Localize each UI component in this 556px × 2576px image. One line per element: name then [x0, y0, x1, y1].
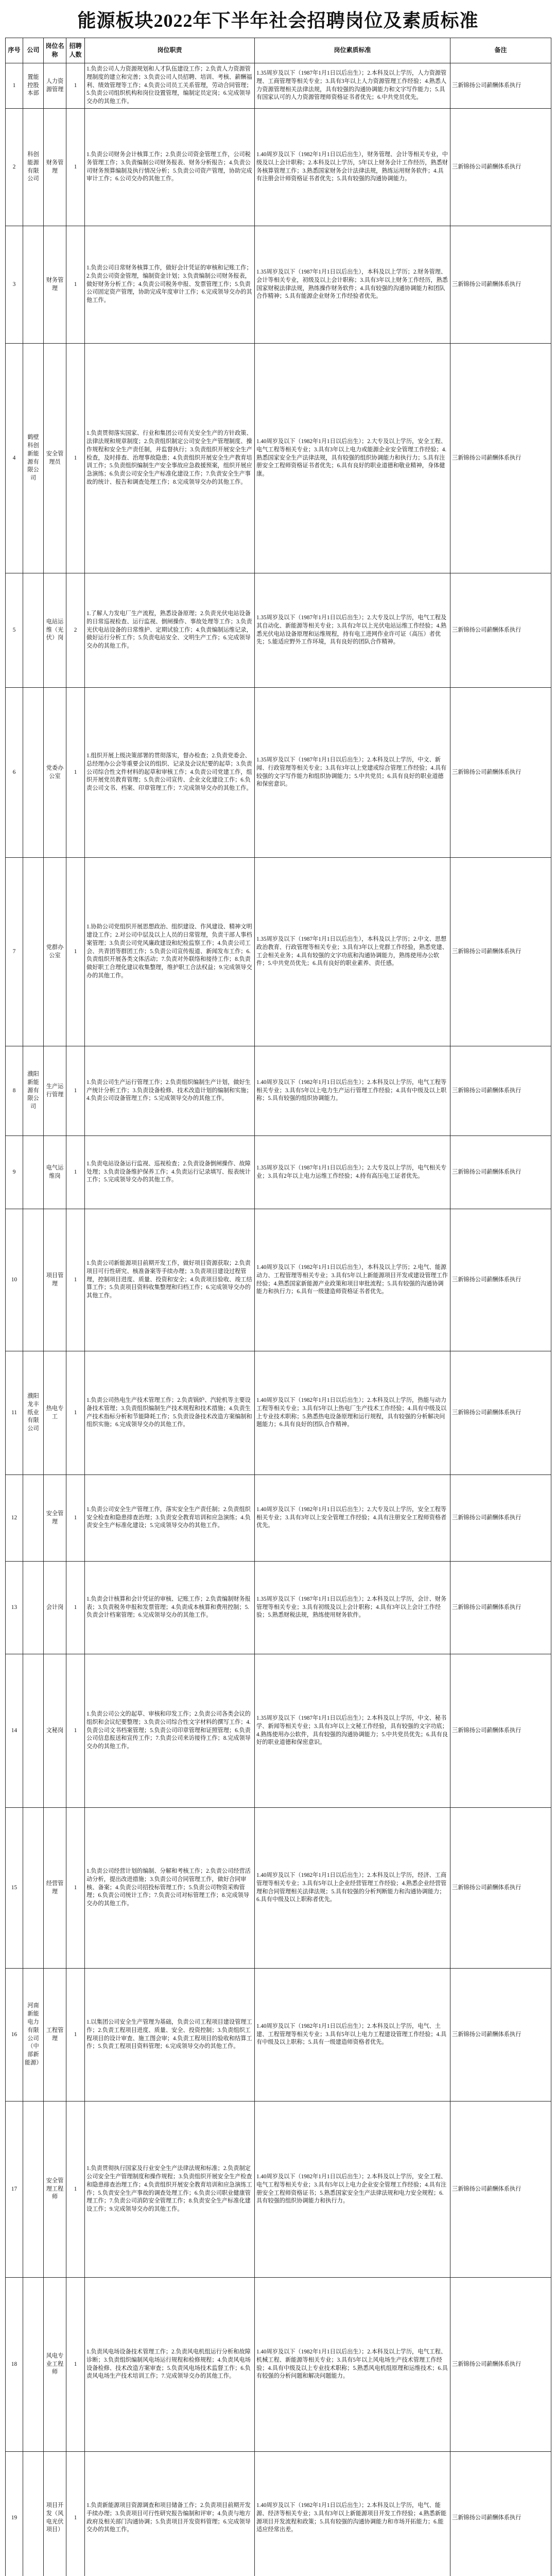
- row-standard: 1.35周岁及以下（1987年1月1日以后出生）；2.本科及以上学历，人力资源管理、工商管理等相关专业；3.具有3年以上人力资源管理工作经验；4.熟悉人力资源管理相关法律法规，具有较强的沟通协调能力和文字写作能力；5.具有国家认可的人力资源管理师资格证书者优先；6.中共党员优先。: [255, 63, 450, 109]
- row-company: [23, 2452, 44, 2576]
- row-standard: 1.40周岁及以下（1982年1月1日以后出生）；2.本科及以上学历，经济、工商管理等相关专业；3.具有5年以上企业经营管理工作经验；4.熟悉企业经营管理和合同管理相关法律法规；5.具有较强的分析判断能力和沟通协调能力；6.具有中级及以上职称者优先。: [255, 1808, 450, 1969]
- table-row: [6, 1046, 551, 1136]
- row-position: 党群办公室: [44, 858, 66, 1046]
- row-count: 1: [66, 344, 85, 573]
- header-standard: 岗位素质标准: [255, 38, 450, 63]
- row-note: 三新锦扬公司薪酬体系执行: [450, 1808, 551, 1969]
- row-duties: 1.负责公司新能源项目前期开发工作，做好项目资源获取；2.负责项目可行性研究、核准备案等手续办理；3.负责项目建设过程管理，控制项目进度、质量、投资和安全；4.负责项目验收、竣工结算工作；5.负责项目资料收集整理和归档工作；6.完成领导交办的其他工作。: [85, 1209, 255, 1351]
- row-no: 14: [6, 1654, 23, 1808]
- row-count: 1: [66, 1808, 85, 1969]
- row-standard: 1.40周岁及以下（1982年1月1日以后出生），本科及以上学历；2.电气、能源动力、工程管理等相关专业；3.具有5年以上新能源项目开发或建设管理工作经验；4.熟悉国家新能源产业政策和项目审批流程；5.具有较强的沟通协调能力和执行力；6.具有一级建造师资格证书者优先。: [255, 1209, 450, 1351]
- row-company: [23, 1475, 44, 1562]
- table-row: [6, 688, 551, 858]
- table-row: [6, 1136, 551, 1209]
- row-count: 1: [66, 1136, 85, 1209]
- row-position: 安全管理工程师: [44, 2102, 66, 2278]
- row-note: 三新锦扬公司薪酬体系执行: [450, 344, 551, 573]
- row-position: 项目开发（风电光伏项目）: [44, 2452, 66, 2576]
- row-position: 经营管理: [44, 1808, 66, 1969]
- row-standard: 1.35周岁及以下（1987年1月1日以后出生）；2.大专及以上学历，电气相关专业；3.具有2年以上电力运维工作经验；4.持有高压电工证者优先。: [255, 1136, 450, 1209]
- row-position: 人力资源管理: [44, 63, 66, 109]
- row-standard: 1.40周岁及以下（1982年1月1日以后出生）；2.本科及以上学历，电气工程、机械工程、新能源等相关专业；3.具有5年以上风电场生产技术管理工作经验；4.具有中级及以上专业技术职称；5.熟悉风电机组原理和运维技术；6.具有较强的分析问题和解决问题能力。: [255, 2278, 450, 2452]
- header-no: 序号: [6, 38, 23, 63]
- row-count: 1: [66, 1562, 85, 1654]
- row-duties: 1.负责会计核算和会计凭证的审核、记账工作；2.负责编制财务报表；3.负责税务申报和发票管理；4.负责成本核算和费用控制；5.负责会计档案管理；6.完成领导交办的其他工作。: [85, 1562, 255, 1654]
- row-duties: 1.以集团公司安全生产管理为基础，负责公司工程项目建设管理工作；2.负责工程项目进度、质量、安全、投资控制；3.负责组织工程项目的设计审查、施工图会审；4.负责工程项目的验收和结算工作；5.负责工程项目资料管理；6.完成领导交办的其他工作。: [85, 1969, 255, 2102]
- row-duties: 1.负责贯彻落实国家、行业和集团公司有关安全生产的方针政策、法律法规和规章制度；2.负责组织制定公司安全生产管理制度、操作规程和安全生产责任制，并监督执行；3.负责组织开展安全生产检查，及时排查、治理事故隐患；4.负责组织开展安全生产教育培训工作；5.负责组织编制生产安全事故应急救援预案，组织开展应急演练；6.负责公司安全生产标准化建设工作；7.负责安全生产事故的统计、报告和调查处理工作；8.完成领导交办的其他工作。: [85, 344, 255, 573]
- row-standard: 1.40周岁及以下（1982年1月1日以后出生）；2.大专及以上学历，安全工程等相关专业；3.具有3年以上安全管理工作经验；4.具有注册安全工程师资格者优先。: [255, 1475, 450, 1562]
- row-count: 1: [66, 2452, 85, 2576]
- row-count: 1: [66, 1351, 85, 1475]
- row-count: 1: [66, 226, 85, 344]
- row-standard: 1.35周岁及以下（1987年1月1日以后出生），本科及以上学历；2.财务管理、会计等相关专业，初级及以上会计职称；3.具有3年以上财务工作经历，熟悉国家财税法律法规，熟练操作财务软件；4.具有较强的沟通协调能力和团队合作精神；5.具有能源企业财务工作经验者优先。: [255, 226, 450, 344]
- row-standard: 1.40周岁及以下（1982年1月1日以后出生）；2.本科及以上学历，电气、土建、工程管理等相关专业；3.具有5年以上电力工程建设管理工作经验；4.具有中级及以上职称；5.具有一级建造师资格者优先。: [255, 1969, 450, 2102]
- row-count: 1: [66, 109, 85, 226]
- header-company: 公司: [23, 38, 44, 63]
- row-count: 1: [66, 2278, 85, 2452]
- row-company: 鹤壁科创新能源有限公司: [23, 344, 44, 573]
- row-position: 安全管理: [44, 1475, 66, 1562]
- header-count: 招聘人数: [66, 38, 85, 63]
- row-company: [23, 858, 44, 1046]
- row-company: 置能控股本部: [23, 63, 44, 109]
- row-no: 5: [6, 573, 23, 688]
- row-no: 4: [6, 344, 23, 573]
- row-no: 12: [6, 1475, 23, 1562]
- row-position: 会计岗: [44, 1562, 66, 1654]
- row-duties: 1.负责公司经营计划的编制、分解和考核工作；2.负责公司经营活动分析，提出改进措施；3.负责公司合同管理工作，做好合同审核、备案；4.负责公司招投标管理工作；5.负责公司物资采购管理；6.负责公司统计工作；7.负责公司对标管理工作；8.完成领导交办的其他工作。: [85, 1808, 255, 1969]
- row-no: 8: [6, 1046, 23, 1136]
- row-duties: 1.负责新能源项目资源调查和项目储备工作；2.负责项目前期开发手续办理；3.负责项目可行性研究报告编制和评审；4.负责与地方政府及相关部门沟通协调；5.负责项目开发资料管理；6.完成领导交办的其他工作。: [85, 2452, 255, 2576]
- row-count: 1: [66, 1046, 85, 1136]
- table-row: [6, 2452, 551, 2576]
- row-count: 1: [66, 1209, 85, 1351]
- row-note: 三新锦扬公司薪酬体系执行: [450, 1654, 551, 1808]
- row-company: [23, 573, 44, 688]
- row-duties: 1.负责公司热电生产技术管理工作；2.负责锅炉、汽轮机等主要设备技术管理；3.负责组织编制生产技术规程和技术措施；4.负责生产技术指标分析和节能降耗工作；5.负责设备技术改造方案编制和组织实施；6.完成领导交办的其他工作。: [85, 1351, 255, 1475]
- recruitment-table: [5, 38, 551, 2576]
- row-no: 13: [6, 1562, 23, 1654]
- row-no: 17: [6, 2102, 23, 2278]
- row-company: [23, 1808, 44, 1969]
- row-standard: 1.35周岁及以下（1987年1月1日以后出生）；2.本科及以上学历，会计、财务管理等相关专业；3.具有初级及以上会计职称；4.具有3年以上会计工作经验；5.熟悉财税法规，熟练使用财务软件。: [255, 1562, 450, 1654]
- row-standard: 1.35周岁及以下（1987年1月1日以后出生），本科及以上学历；2.中文、思想政治教育、行政管理等相关专业；3.具有3年以上党群工作经验，熟悉党建、工会相关业务；4.具有较强的文字功底和沟通协调能力，熟练使用办公软件；5.中共党员优先；6.具有良好的职业素养、责任感。: [255, 858, 450, 1046]
- row-standard: 1.40周岁及以下（1982年1月1日以后出生）；2.本科及以上学历，安全工程、电气工程等相关专业；3.具有5年以上电力企业安全管理工作经验；4.具有注册安全工程师资格证书；5.熟悉国家安全生产法律法规和电力安全规程；6.具有较强的组织协调能力和执行力。: [255, 2102, 450, 2278]
- row-position: 党委办公室: [44, 688, 66, 858]
- row-note: 三新锦扬公司薪酬体系执行: [450, 1475, 551, 1562]
- row-duties: 1.负责风电场设备技术管理工作；2.负责风电机组运行分析和故障诊断；3.负责组织编制风电场运行规程和检修规程；4.负责风电场设备检修、技术改造方案审查；5.负责风电场技术监督工作；6.负责风电场生产技术培训工作；7.完成领导交办的其他工作。: [85, 2278, 255, 2452]
- header-duties: 岗位职责: [85, 38, 255, 63]
- row-position: 生产运行管理: [44, 1046, 66, 1136]
- table-row: [6, 1562, 551, 1654]
- row-no: 18: [6, 2278, 23, 2452]
- row-count: 1: [66, 2102, 85, 2278]
- row-note: 三新锦扬公司薪酬体系执行: [450, 63, 551, 109]
- table-row: [6, 1969, 551, 2102]
- row-company: 科创能源有限公司: [23, 109, 44, 226]
- row-standard: 1.40周岁及以下（1982年1月1日以后出生）；2.大专及以上学历，安全工程、电气工程等相关专业；3.具有3年以上电力或能源企业安全管理工作经验；4.熟悉国家安全生产法律法规，具有较强的组织协调能力和执行力；5.具有注册安全工程师资格证书者优先；6.具有良好的职业道德和敬业精神，身体健康。: [255, 344, 450, 573]
- row-position: 项目管理: [44, 1209, 66, 1351]
- row-note: 三新锦扬公司薪酬体系执行: [450, 1209, 551, 1351]
- row-count: 1: [66, 1475, 85, 1562]
- row-duties: 1.协助公司党组织开展思想政治、组织建设、作风建设、精神文明建设工作；2.对公司中层及以上人员的日常管理，负责干部人事档案管理；3.负责公司党风廉政建设和纪检监察工作；4.负责公司工会、共青团等群团工作；5.负责公司宣传报道、新闻发布工作；6.负责组织开展各类文体活动；7.负责对外联络和接待工作；8.负责做好职工合理化建议收集整理，维护职工合法权益；9.完成领导交办的其他工作。: [85, 858, 255, 1046]
- row-note: 三新锦扬公司薪酬体系执行: [450, 2102, 551, 2278]
- row-position: 工程管理: [44, 1969, 66, 2102]
- row-count: 1: [66, 63, 85, 109]
- row-position: 电站运维（光伏）岗: [44, 573, 66, 688]
- table-row: [6, 1654, 551, 1808]
- row-duties: 1.负责公司公文的起草、审核和印发工作；2.负责公司各类会议的组织和会议纪要整理；3.负责公司综合性文字材料的撰写工作；4.负责公司文书档案管理；5.负责公司印章管理和证照管理；6.负责公司信息报送和宣传工作；7.负责公司来访接待工作；8.完成领导交办的其他工作。: [85, 1654, 255, 1808]
- header-position: 岗位名称: [44, 38, 66, 63]
- table-row: [6, 344, 551, 573]
- row-no: 7: [6, 858, 23, 1046]
- row-company: 濮阳新能源有限公司: [23, 1046, 44, 1136]
- row-note: 三新锦扬公司薪酬体系执行: [450, 1969, 551, 2102]
- row-standard: 1.40周岁及以下（1982年1月1日以后出生），财务管理、会计等相关专业，中级及以上会计职称；2.本科及以上学历，5年以上财务会计工作经历，熟悉财务核算管理工作；3.熟悉国家财务会计法律法规，熟练运用财务软件；4.具有注册会计师资格证书者优先；5.具有较强的沟通协调能力。: [255, 109, 450, 226]
- row-standard: 1.35周岁及以下（1987年1月1日以后出生）；2.本科及以上学历，中文、新闻、行政管理等相关专业；3.具有3年以上党建或综合管理工作经验；4.具有较强的文字写作能力和组织协调能力；5.中共党员；6.具有良好的职业道德和保密意识。: [255, 688, 450, 858]
- row-count: 2: [66, 573, 85, 688]
- row-note: 三新锦扬公司薪酬体系执行: [450, 1351, 551, 1475]
- row-note: 三新锦扬公司薪酬体系执行: [450, 1046, 551, 1136]
- row-no: 1: [6, 63, 23, 109]
- row-count: 1: [66, 1654, 85, 1808]
- row-no: 19: [6, 2452, 23, 2576]
- row-duties: 1.负责公司财务会计核算工作；2.负责公司资金管理工作，公司税务管理工作；3.负责编制公司财务报表、财务分析报告；4.负责公司财务预算编制及执行情况分析；5.负责公司资产管理，协助完成审计工作；6.公司交办的其他工作。: [85, 109, 255, 226]
- table-row: [6, 2278, 551, 2452]
- row-company: [23, 1209, 44, 1351]
- row-company: [23, 688, 44, 858]
- row-no: 10: [6, 1209, 23, 1351]
- page-title: 能源板块2022年下半年社会招聘岗位及素质标准: [77, 10, 479, 31]
- row-duties: 1.负责公司人力资源规划和人才队伍建设工作；2.负责人力资源管理制度的建立和完善；3.负责公司人员招聘、培训、考核、薪酬福利、绩效管理等工作；4.负责公司员工关系管理，劳动合同管理；5.负责公司组织机构和岗位设置管理，编制定员定岗；6.完成领导交办的其他工作。: [85, 63, 255, 109]
- row-note: 三新锦扬公司薪酬体系执行: [450, 573, 551, 688]
- row-company: 河南新能电力有限公司（中部新能源）: [23, 1969, 44, 2102]
- row-count: 1: [66, 858, 85, 1046]
- table-row: [6, 1351, 551, 1475]
- row-position: 文秘岗: [44, 1654, 66, 1808]
- row-count: 1: [66, 688, 85, 858]
- row-duties: 1.负责公司生产运行管理工作；2.负责组织编制生产计划，做好生产统计分析工作；3.负责设备检修、技术改造计划的编制和实施；4.负责公司设备管理工作；5.完成领导交办的其他工作。: [85, 1046, 255, 1136]
- row-no: 9: [6, 1136, 23, 1209]
- row-note: 三新锦扬公司薪酬体系执行: [450, 226, 551, 344]
- row-note: 三新锦扬公司薪酬体系执行: [450, 688, 551, 858]
- row-duties: 1.负责贯彻执行国家及行业安全生产法律法规和标准；2.负责制定公司安全生产管理制度和操作规程；3.负责组织开展安全生产检查和隐患排查治理工作；4.负责组织开展安全教育培训和应急演练工作；5.负责安全生产事故的调查处理工作；6.负责公司职业健康管理工作；7.负责公司消防安全管理工作；8.负责安全生产标准化建设工作；9.完成领导交办的其他工作。: [85, 2102, 255, 2278]
- row-company: [23, 1562, 44, 1654]
- row-company: [23, 1654, 44, 1808]
- row-no: 2: [6, 109, 23, 226]
- table-row: [6, 1808, 551, 1969]
- row-standard: 1.40周岁及以下（1982年1月1日以后出生）；2.本科及以上学历，电气工程等相关专业；3.具有5年以上电力生产运行管理工作经验；4.具有中级及以上职称；5.具有较强的组织协调能力。: [255, 1046, 450, 1136]
- row-company: [23, 1136, 44, 1209]
- page: [5, 0, 551, 2576]
- row-note: 三新锦扬公司薪酬体系执行: [450, 2452, 551, 2576]
- table-row: [6, 858, 551, 1046]
- row-duties: 1.了解人力发电厂生产流程，熟悉设备原理；2.负责光伏电站设备的日常巡视检查、运行监视、倒闸操作、事故处理等工作；3.负责光伏电站设备的日常维护、定期试验工作；4.负责编制运维记录，做好运行分析工作；5.负责电站安全、文明生产工作；6.完成领导交办的其他工作。: [85, 573, 255, 688]
- header-note: 备注: [450, 38, 551, 63]
- row-company: [23, 2278, 44, 2452]
- row-standard: 1.35周岁及以下（1987年1月1日以后出生）；2.大专及以上学历，电气工程及其自动化、新能源等相关专业；3.具有2年以上光伏电站运维工作经验；4.熟悉光伏电站设备原理和运维规程，持有电工进网作业许可证（高压）者优先；5.能适应野外工作环境，具有良好的团队合作精神。: [255, 573, 450, 688]
- row-no: 6: [6, 688, 23, 858]
- row-no: 15: [6, 1808, 23, 1969]
- row-duties: 1.负责公司安全生产管理工作，落实安全生产责任制；2.负责组织安全检查和隐患排查治理；3.负责安全教育培训和应急演练；4.负责安全生产标准化建设；5.完成领导交办的其他工作。: [85, 1475, 255, 1562]
- row-no: 11: [6, 1351, 23, 1475]
- table-row: [6, 226, 551, 344]
- header-row: [6, 38, 551, 63]
- table-row: [6, 63, 551, 109]
- row-company: [23, 2102, 44, 2278]
- row-no: 16: [6, 1969, 23, 2102]
- row-position: 财务管理: [44, 226, 66, 344]
- row-duties: 1.负责公司日常财务核算工作，做好会计凭证的审核和记账工作；2.负责公司资金管理，编制资金计划；3.负责编制公司财务报表，做好财务分析工作；4.负责公司税务申报、发票管理工作；5.负责公司固定资产管理，协助完成年度审计工作；6.完成领导交办的其他工作。: [85, 226, 255, 344]
- row-standard: 1.40周岁及以下（1982年1月1日以后出生）；2.本科及以上学历，电气、能源、经济等相关专业；3.具有3年以上新能源项目开发工作经验；4.熟悉新能源项目开发流程和政策；5.具有较强的沟通协调能力和市场开拓能力；6.能适应经常出差。: [255, 2452, 450, 2576]
- row-position: 安全管理员: [44, 344, 66, 573]
- row-position: 热电专工: [44, 1351, 66, 1475]
- row-position: 财务管理: [44, 109, 66, 226]
- table-row: [6, 1209, 551, 1351]
- row-note: 三新锦扬公司薪酬体系执行: [450, 1562, 551, 1654]
- row-no: 3: [6, 226, 23, 344]
- row-position: 风电专业工程师: [44, 2278, 66, 2452]
- row-note: 三新锦扬公司薪酬体系执行: [450, 858, 551, 1046]
- row-company: 濮阳龙丰纸业有限公司: [23, 1351, 44, 1475]
- row-note: 三新锦扬公司薪酬体系执行: [450, 2278, 551, 2452]
- table-row: [6, 109, 551, 226]
- table-row: [6, 1475, 551, 1562]
- row-position: 电气运维岗: [44, 1136, 66, 1209]
- row-note: 三新锦扬公司薪酬体系执行: [450, 1136, 551, 1209]
- row-duties: 1.组织开展上级决策部署的贯彻落实，督办检查；2.负责党委会、总经理办公会等重要会议的组织、记录及会议纪要的起草；3.负责公司综合性文件材料的起草和审核工作；4.负责公司党建工作，组织开展党员教育管理；5.负责公司宣传、企业文化建设工作；6.负责公司文书、档案、印章管理工作；7.完成领导交办的其他工作。: [85, 688, 255, 858]
- row-duties: 1.负责电站设备运行监视、巡视检查；2.负责设备倒闸操作、故障处理；3.负责设备维护保养工作；4.负责运行记录填写、报表统计工作；5.完成领导交办的其他工作。: [85, 1136, 255, 1209]
- table-row: [6, 573, 551, 688]
- row-count: 1: [66, 1969, 85, 2102]
- table-row: [6, 2102, 551, 2278]
- row-standard: 1.40周岁及以下（1982年1月1日以后出生）；2.本科及以上学历，热能与动力工程等相关专业；3.具有5年以上热电厂生产技术工作经验；4.具有中级及以上专业技术职称；5.熟悉热电设备原理和运行规程，具有较强的分析解决问题能力；6.具有良好的团队合作精神。: [255, 1351, 450, 1475]
- row-standard: 1.35周岁及以下（1987年1月1日以后出生）；2.本科及以上学历，中文、秘书学、新闻等相关专业；3.具有3年以上文秘工作经验，具有较强的文字功底；4.熟练使用办公软件，具有较强的沟通协调能力；5.中共党员优先；6.具有良好的职业道德和保密意识。: [255, 1654, 450, 1808]
- row-note: 三新锦扬公司薪酬体系执行: [450, 109, 551, 226]
- row-company: [23, 226, 44, 344]
